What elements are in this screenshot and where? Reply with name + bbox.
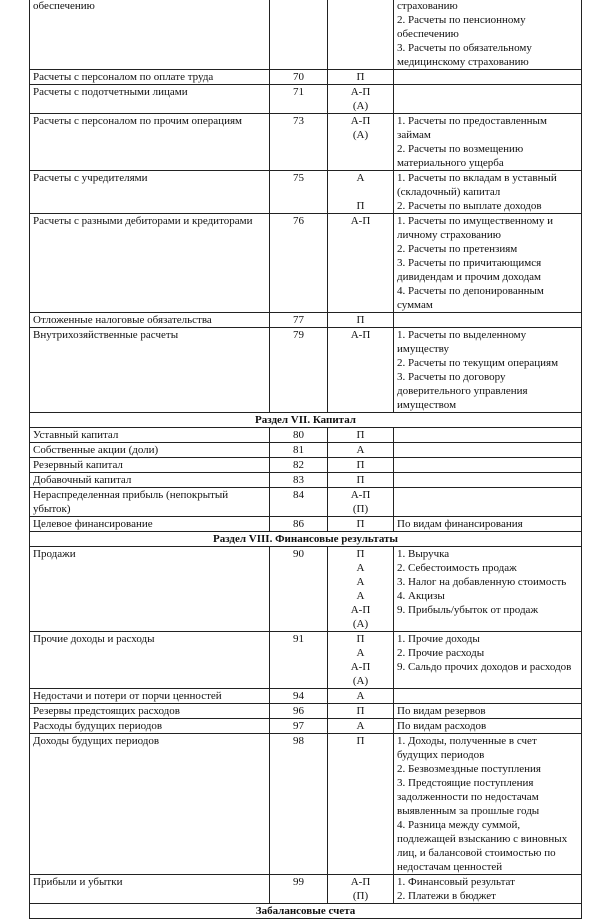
- account-number: [270, 0, 328, 70]
- chart-of-accounts-body: [30, 0, 582, 919]
- account-number: 90: [270, 547, 328, 632]
- account-type: [328, 443, 394, 458]
- account-row: [30, 547, 582, 632]
- account-number: 84: [270, 488, 328, 517]
- account-number: 70: [270, 70, 328, 85]
- account-row: [30, 328, 582, 413]
- account-type: [328, 875, 394, 904]
- account-type-line: (А): [352, 100, 369, 112]
- subaccount-list: [394, 458, 582, 473]
- subaccount-item: 4. Разница между суммой, подлежащей взысканию с виновных лиц, и балансовой стоимостью по недостачам ценностей: [397, 819, 568, 873]
- account-type: [328, 734, 394, 875]
- account-type: [328, 0, 394, 70]
- account-row: [30, 171, 582, 214]
- subaccount-item: По видам резервов: [397, 705, 486, 717]
- account-type-line: П: [356, 429, 365, 441]
- subaccount-list: [394, 70, 582, 85]
- account-type: [328, 214, 394, 313]
- account-type-line: А-П: [350, 489, 371, 501]
- account-type: [328, 704, 394, 719]
- account-number: 97: [270, 719, 328, 734]
- account-type: [328, 328, 394, 413]
- subaccount-item: 2. Безвозмездные поступления: [397, 763, 541, 775]
- subaccount-list: [394, 214, 582, 313]
- account-name: Недостачи и потери от порчи ценностей: [30, 689, 270, 704]
- account-number: 98: [270, 734, 328, 875]
- subaccount-item: 1. Прочие доходы: [397, 633, 480, 645]
- account-type-line: А: [356, 690, 365, 702]
- account-type-line: А: [356, 562, 365, 574]
- account-type-line: А-П: [350, 115, 371, 127]
- account-number: 86: [270, 517, 328, 532]
- subaccount-list: [394, 313, 582, 328]
- account-number: 75: [270, 171, 328, 214]
- account-type-line: А: [356, 720, 365, 732]
- subaccount-item: По видам финансирования: [397, 518, 523, 530]
- subaccount-list: [394, 85, 582, 114]
- account-row: [30, 70, 582, 85]
- subaccount-item: 9. Сальдо прочих доходов и расходов: [397, 661, 572, 673]
- section-title: Раздел VII. Капитал: [30, 413, 582, 428]
- account-number: 81: [270, 443, 328, 458]
- subaccount-list: [394, 632, 582, 689]
- account-row: [30, 313, 582, 328]
- account-name: Расчеты с персоналом по оплате труда: [30, 70, 270, 85]
- account-type-line: П: [356, 200, 365, 212]
- chart-of-accounts-table: [29, 0, 582, 919]
- subaccount-item: 1. Расчеты по имущественному и личному страхованию: [397, 215, 553, 241]
- account-name: Расчеты с разными дебиторами и кредиторами: [30, 214, 270, 313]
- subaccount-list: [394, 704, 582, 719]
- account-number: 79: [270, 328, 328, 413]
- account-number: 76: [270, 214, 328, 313]
- subaccount-item: 4. Акцизы: [397, 590, 445, 602]
- account-row: [30, 0, 582, 70]
- subaccount-list: [394, 443, 582, 458]
- section-header-row: [30, 532, 582, 547]
- subaccount-item: 2. Прочие расходы: [397, 647, 485, 659]
- subaccount-list: [394, 328, 582, 413]
- account-name: Отложенные налоговые обязательства: [30, 313, 270, 328]
- account-number: 99: [270, 875, 328, 904]
- section-title: Раздел VIII. Финансовые результаты: [30, 532, 582, 547]
- account-row: [30, 214, 582, 313]
- account-type: [328, 689, 394, 704]
- account-name: Расчеты с подотчетными лицами: [30, 85, 270, 114]
- subaccount-item: 1. Расчеты по выделенному имуществу: [397, 329, 527, 355]
- account-row: [30, 473, 582, 488]
- account-row: [30, 517, 582, 532]
- account-type: [328, 488, 394, 517]
- subaccount-item: 3. Предстоящие поступления задолженности по недостачам выявленным за прошлые годы: [397, 777, 540, 817]
- account-name: Добавочный капитал: [30, 473, 270, 488]
- account-name: Внутрихозяйственные расчеты: [30, 328, 270, 413]
- subaccount-item: 1. Выручка: [397, 548, 450, 560]
- account-name: Прочие доходы и расходы: [30, 632, 270, 689]
- account-type-line: (П): [352, 503, 369, 515]
- account-type-line: А-П: [350, 661, 371, 673]
- account-row: [30, 458, 582, 473]
- account-name: Расчеты с персоналом по прочим операциям: [30, 114, 270, 171]
- account-name: Нераспределенная прибыль (непокрытый убыток): [30, 488, 270, 517]
- account-type-line: А: [356, 576, 365, 588]
- account-number: 91: [270, 632, 328, 689]
- section-header-row: [30, 413, 582, 428]
- subaccount-item: 1. Расчеты по вкладам в уставный (складочный) капитал: [397, 172, 557, 198]
- subaccount-item: страхованию: [397, 0, 458, 12]
- subaccount-list: [394, 734, 582, 875]
- account-type: [328, 473, 394, 488]
- account-number: 82: [270, 458, 328, 473]
- subaccount-item: 4. Расчеты по депонированным суммам: [397, 285, 544, 311]
- subaccount-item: 3. Налог на добавленную стоимость: [397, 576, 567, 588]
- account-type: [328, 428, 394, 443]
- subaccount-list: [394, 517, 582, 532]
- account-row: [30, 689, 582, 704]
- account-name: Прибыли и убытки: [30, 875, 270, 904]
- account-type-line: П: [356, 314, 365, 326]
- subaccount-item: 3. Расчеты по договору доверительного управления имуществом: [397, 371, 528, 411]
- account-type-line: П: [356, 705, 365, 717]
- account-name: Резервный капитал: [30, 458, 270, 473]
- account-row: [30, 719, 582, 734]
- account-type-line: П: [356, 633, 365, 645]
- subaccount-list: [394, 114, 582, 171]
- subaccount-item: 1. Расчеты по предоставленным займам: [397, 115, 547, 141]
- subaccount-item: 1. Финансовый результат: [397, 876, 515, 888]
- account-name: обеспечению: [30, 0, 270, 70]
- subaccount-item: По видам расходов: [397, 720, 487, 732]
- account-row: [30, 428, 582, 443]
- subaccount-list: [394, 547, 582, 632]
- account-type: [328, 85, 394, 114]
- account-number: 73: [270, 114, 328, 171]
- subaccount-item: 2. Расчеты по выплате доходов: [397, 200, 542, 212]
- account-type: [328, 313, 394, 328]
- account-number: 96: [270, 704, 328, 719]
- account-type-line: А-П: [350, 876, 371, 888]
- account-type-line: А-П: [350, 329, 371, 341]
- account-name: Целевое финансирование: [30, 517, 270, 532]
- account-type-line: (П): [352, 890, 369, 902]
- account-type: [328, 458, 394, 473]
- account-number: 77: [270, 313, 328, 328]
- account-type-line: П: [356, 735, 365, 747]
- account-number: 83: [270, 473, 328, 488]
- account-type: [328, 70, 394, 85]
- account-name: Уставный капитал: [30, 428, 270, 443]
- subaccount-item: 3. Расчеты по причитающимся дивидендам и прочим доходам: [397, 257, 542, 283]
- account-type-line: А-П: [350, 86, 371, 98]
- account-type-line: П: [356, 548, 365, 560]
- section-header-row: [30, 904, 582, 919]
- section-title: Забалансовые счета: [30, 904, 582, 919]
- account-type-line: А-П: [350, 215, 371, 227]
- subaccount-item: 3. Расчеты по обязательному медицинскому страхованию: [397, 42, 532, 68]
- account-row: [30, 704, 582, 719]
- account-name: Собственные акции (доли): [30, 443, 270, 458]
- subaccount-list: [394, 488, 582, 517]
- account-name: Доходы будущих периодов: [30, 734, 270, 875]
- account-type: [328, 547, 394, 632]
- account-type: [328, 114, 394, 171]
- chart-of-accounts-sheet: [29, 0, 581, 919]
- account-row: [30, 85, 582, 114]
- account-type-line: (А): [352, 129, 369, 141]
- subaccount-item: 2. Себестоимость продаж: [397, 562, 517, 574]
- subaccount-list: [394, 0, 582, 70]
- account-type-line: А-П: [350, 604, 371, 616]
- account-name: Расчеты с учредителями: [30, 171, 270, 214]
- account-type: [328, 719, 394, 734]
- account-number: 80: [270, 428, 328, 443]
- account-name: Резервы предстоящих расходов: [30, 704, 270, 719]
- subaccount-item: 2. Расчеты по претензиям: [397, 243, 518, 255]
- account-type-line: П: [356, 71, 365, 83]
- account-number: 94: [270, 689, 328, 704]
- subaccount-item: 2. Расчеты по возмещению материального ущерба: [397, 143, 524, 169]
- account-type-line: (А): [352, 675, 369, 687]
- subaccount-list: [394, 171, 582, 214]
- account-type-line: П: [356, 474, 365, 486]
- subaccount-item: 1. Доходы, полученные в счет будущих периодов: [397, 735, 537, 761]
- subaccount-item: 2. Расчеты по пенсионному обеспечению: [397, 14, 526, 40]
- subaccount-list: [394, 719, 582, 734]
- subaccount-list: [394, 689, 582, 704]
- account-type-line: (А): [352, 618, 369, 630]
- account-type-line: А: [356, 590, 365, 602]
- account-type: [328, 517, 394, 532]
- account-name: Продажи: [30, 547, 270, 632]
- subaccount-list: [394, 428, 582, 443]
- account-number: 71: [270, 85, 328, 114]
- account-type-line: [331, 185, 390, 199]
- account-name: Расходы будущих периодов: [30, 719, 270, 734]
- subaccount-item: 2. Расчеты по текущим операциям: [397, 357, 559, 369]
- subaccount-item: 2. Платежи в бюджет: [397, 890, 496, 902]
- account-type-line: П: [356, 459, 365, 471]
- account-row: [30, 632, 582, 689]
- account-row: [30, 734, 582, 875]
- account-type-line: А: [356, 172, 365, 184]
- account-type-line: А: [356, 647, 365, 659]
- subaccount-list: [394, 473, 582, 488]
- account-type-line: А: [356, 444, 365, 456]
- account-type: [328, 632, 394, 689]
- account-type-line: П: [356, 518, 365, 530]
- subaccount-list: [394, 875, 582, 904]
- account-type: [328, 171, 394, 214]
- account-row: [30, 443, 582, 458]
- subaccount-item: 9. Прибыль/убыток от продаж: [397, 604, 539, 616]
- account-row: [30, 875, 582, 904]
- account-row: [30, 114, 582, 171]
- account-row: [30, 488, 582, 517]
